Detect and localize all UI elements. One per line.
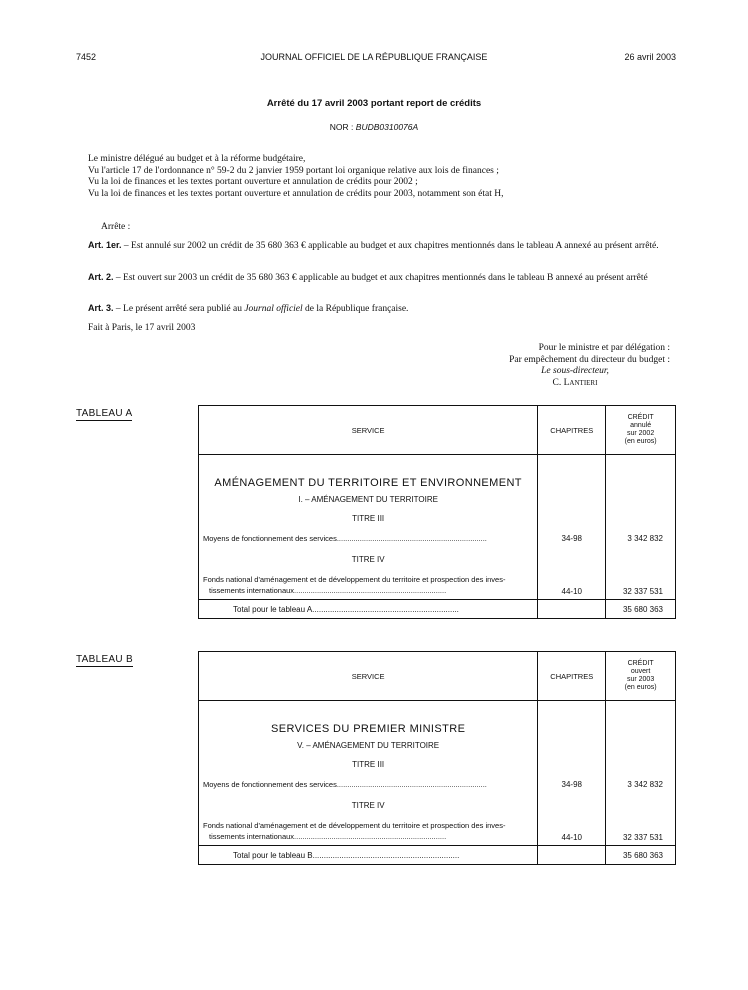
table-b-label: TABLEAU B <box>76 654 133 665</box>
amount-cell: 3 342 832 <box>606 769 676 791</box>
total-amount: 35 680 363 <box>606 600 676 619</box>
header-credit: CRÉDIT annulé sur 2002 (en euros) <box>606 406 676 455</box>
nor-label: NOR : <box>329 122 354 132</box>
titre-heading: TITRE III <box>199 750 538 769</box>
table-row: Moyens de fonctionnement des services........................................................................ <box>199 769 538 791</box>
nor-code: BUDB0310076A <box>355 122 419 132</box>
article-3 <box>88 303 676 316</box>
titre-heading: TITRE IV <box>199 791 538 810</box>
article-1 <box>88 240 676 253</box>
arrete-label: Arrête : <box>101 222 131 232</box>
chapitre-cell: 34-98 <box>538 769 606 791</box>
amount-cell: 3 342 832 <box>606 523 676 545</box>
article-label: Art. 2. <box>88 272 114 282</box>
document-title: Arrêté du 17 avril 2003 portant report de crédits <box>266 98 482 109</box>
preamble-line: Le ministre délégué au budget et à la réforme budgétaire, <box>88 154 306 164</box>
preamble-line: Vu l'article 17 de l'ordonnance n° 59-2 du 2 janvier 1959 portant loi organique relative aux lois de finances ; <box>88 165 499 176</box>
chapitre-cell: 44-10 <box>538 564 606 600</box>
signature-line-3: Le sous-directeur, <box>541 366 609 376</box>
table-b <box>198 651 676 865</box>
chapitre-cell: 34-98 <box>538 523 606 545</box>
journal-officiel-italic: Journal officiel <box>244 304 303 314</box>
preamble <box>88 154 676 200</box>
article-label: Art. 3. <box>88 303 114 313</box>
article-text: – Est annulé sur 2002 un crédit de 35 680 363 € applicable au budget et aux chapitres mentionnés dans le tableau A annexé au présent arrêté. <box>123 241 659 251</box>
article-label: Art. 1er. <box>88 240 122 250</box>
article-text: – Le présent arrêté sera publié au <box>115 304 245 314</box>
page-number: 7452 <box>76 52 97 62</box>
signature-name: C. Lantieri <box>552 377 598 388</box>
nor-reference <box>0 122 748 132</box>
total-amount: 35 680 363 <box>606 846 676 865</box>
done-at: Fait à Paris, le 17 avril 2003 <box>88 323 196 333</box>
titre-heading: TITRE III <box>199 504 538 523</box>
table-a <box>198 405 676 619</box>
article-2 <box>88 272 676 285</box>
table-row: Fonds national d'aménagement et de développement du territoire et prospection des inves- tissements internationaux......................................................................... <box>199 564 538 600</box>
amount-cell: 32 337 531 <box>606 810 676 846</box>
signature-block <box>420 343 670 389</box>
issue-date: 26 avril 2003 <box>624 52 676 62</box>
header-service: SERVICE <box>199 652 538 701</box>
chapitre-cell: 44-10 <box>538 810 606 846</box>
table-row: Moyens de fonctionnement des services........................................................................ <box>199 523 538 545</box>
total-row: Total pour le tableau B.................................................................. <box>199 846 538 865</box>
titre-heading: TITRE IV <box>199 545 538 564</box>
signature-line-1: Pour le ministre et par délégation : <box>538 343 670 353</box>
section-heading: SERVICES DU PREMIER MINISTRE <box>199 701 538 736</box>
preamble-line: Vu la loi de finances et les textes portant ouverture et annulation de crédits pour 2002 ; <box>88 177 418 187</box>
signature-line-2: Par empêchement du directeur du budget : <box>509 354 670 365</box>
subsection-heading: I. – AMÉNAGEMENT DU TERRITOIRE <box>199 489 538 504</box>
table-a-label: TABLEAU A <box>76 408 133 419</box>
header-chapitres: CHAPITRES <box>538 406 606 455</box>
article-text-end: de la République française. <box>302 304 409 314</box>
header-service: SERVICE <box>199 406 538 455</box>
header-chapitres: CHAPITRES <box>538 652 606 701</box>
amount-cell: 32 337 531 <box>606 564 676 600</box>
table-row: Fonds national d'aménagement et de développement du territoire et prospection des inves- tissements internationaux......................................................................... <box>199 810 538 846</box>
journal-title: JOURNAL OFFICIEL DE LA RÉPUBLIQUE FRANÇAISE <box>260 52 488 62</box>
subsection-heading: V. – AMÉNAGEMENT DU TERRITOIRE <box>199 735 538 750</box>
article-text: – Est ouvert sur 2003 un crédit de 35 680 363 € applicable au budget et aux chapitres mentionnés dans le tableau B annexé au présent arrêté <box>115 273 648 283</box>
preamble-line: Vu la loi de finances et les textes portant ouverture et annulation de crédits pour 2003, notamment son état H, <box>88 188 504 199</box>
section-heading: AMÉNAGEMENT DU TERRITOIRE ET ENVIRONNEMENT <box>199 455 538 490</box>
header-credit: CRÉDIT ouvert sur 2003 (en euros) <box>606 652 676 701</box>
total-row: Total pour le tableau A.................................................................. <box>199 600 538 619</box>
